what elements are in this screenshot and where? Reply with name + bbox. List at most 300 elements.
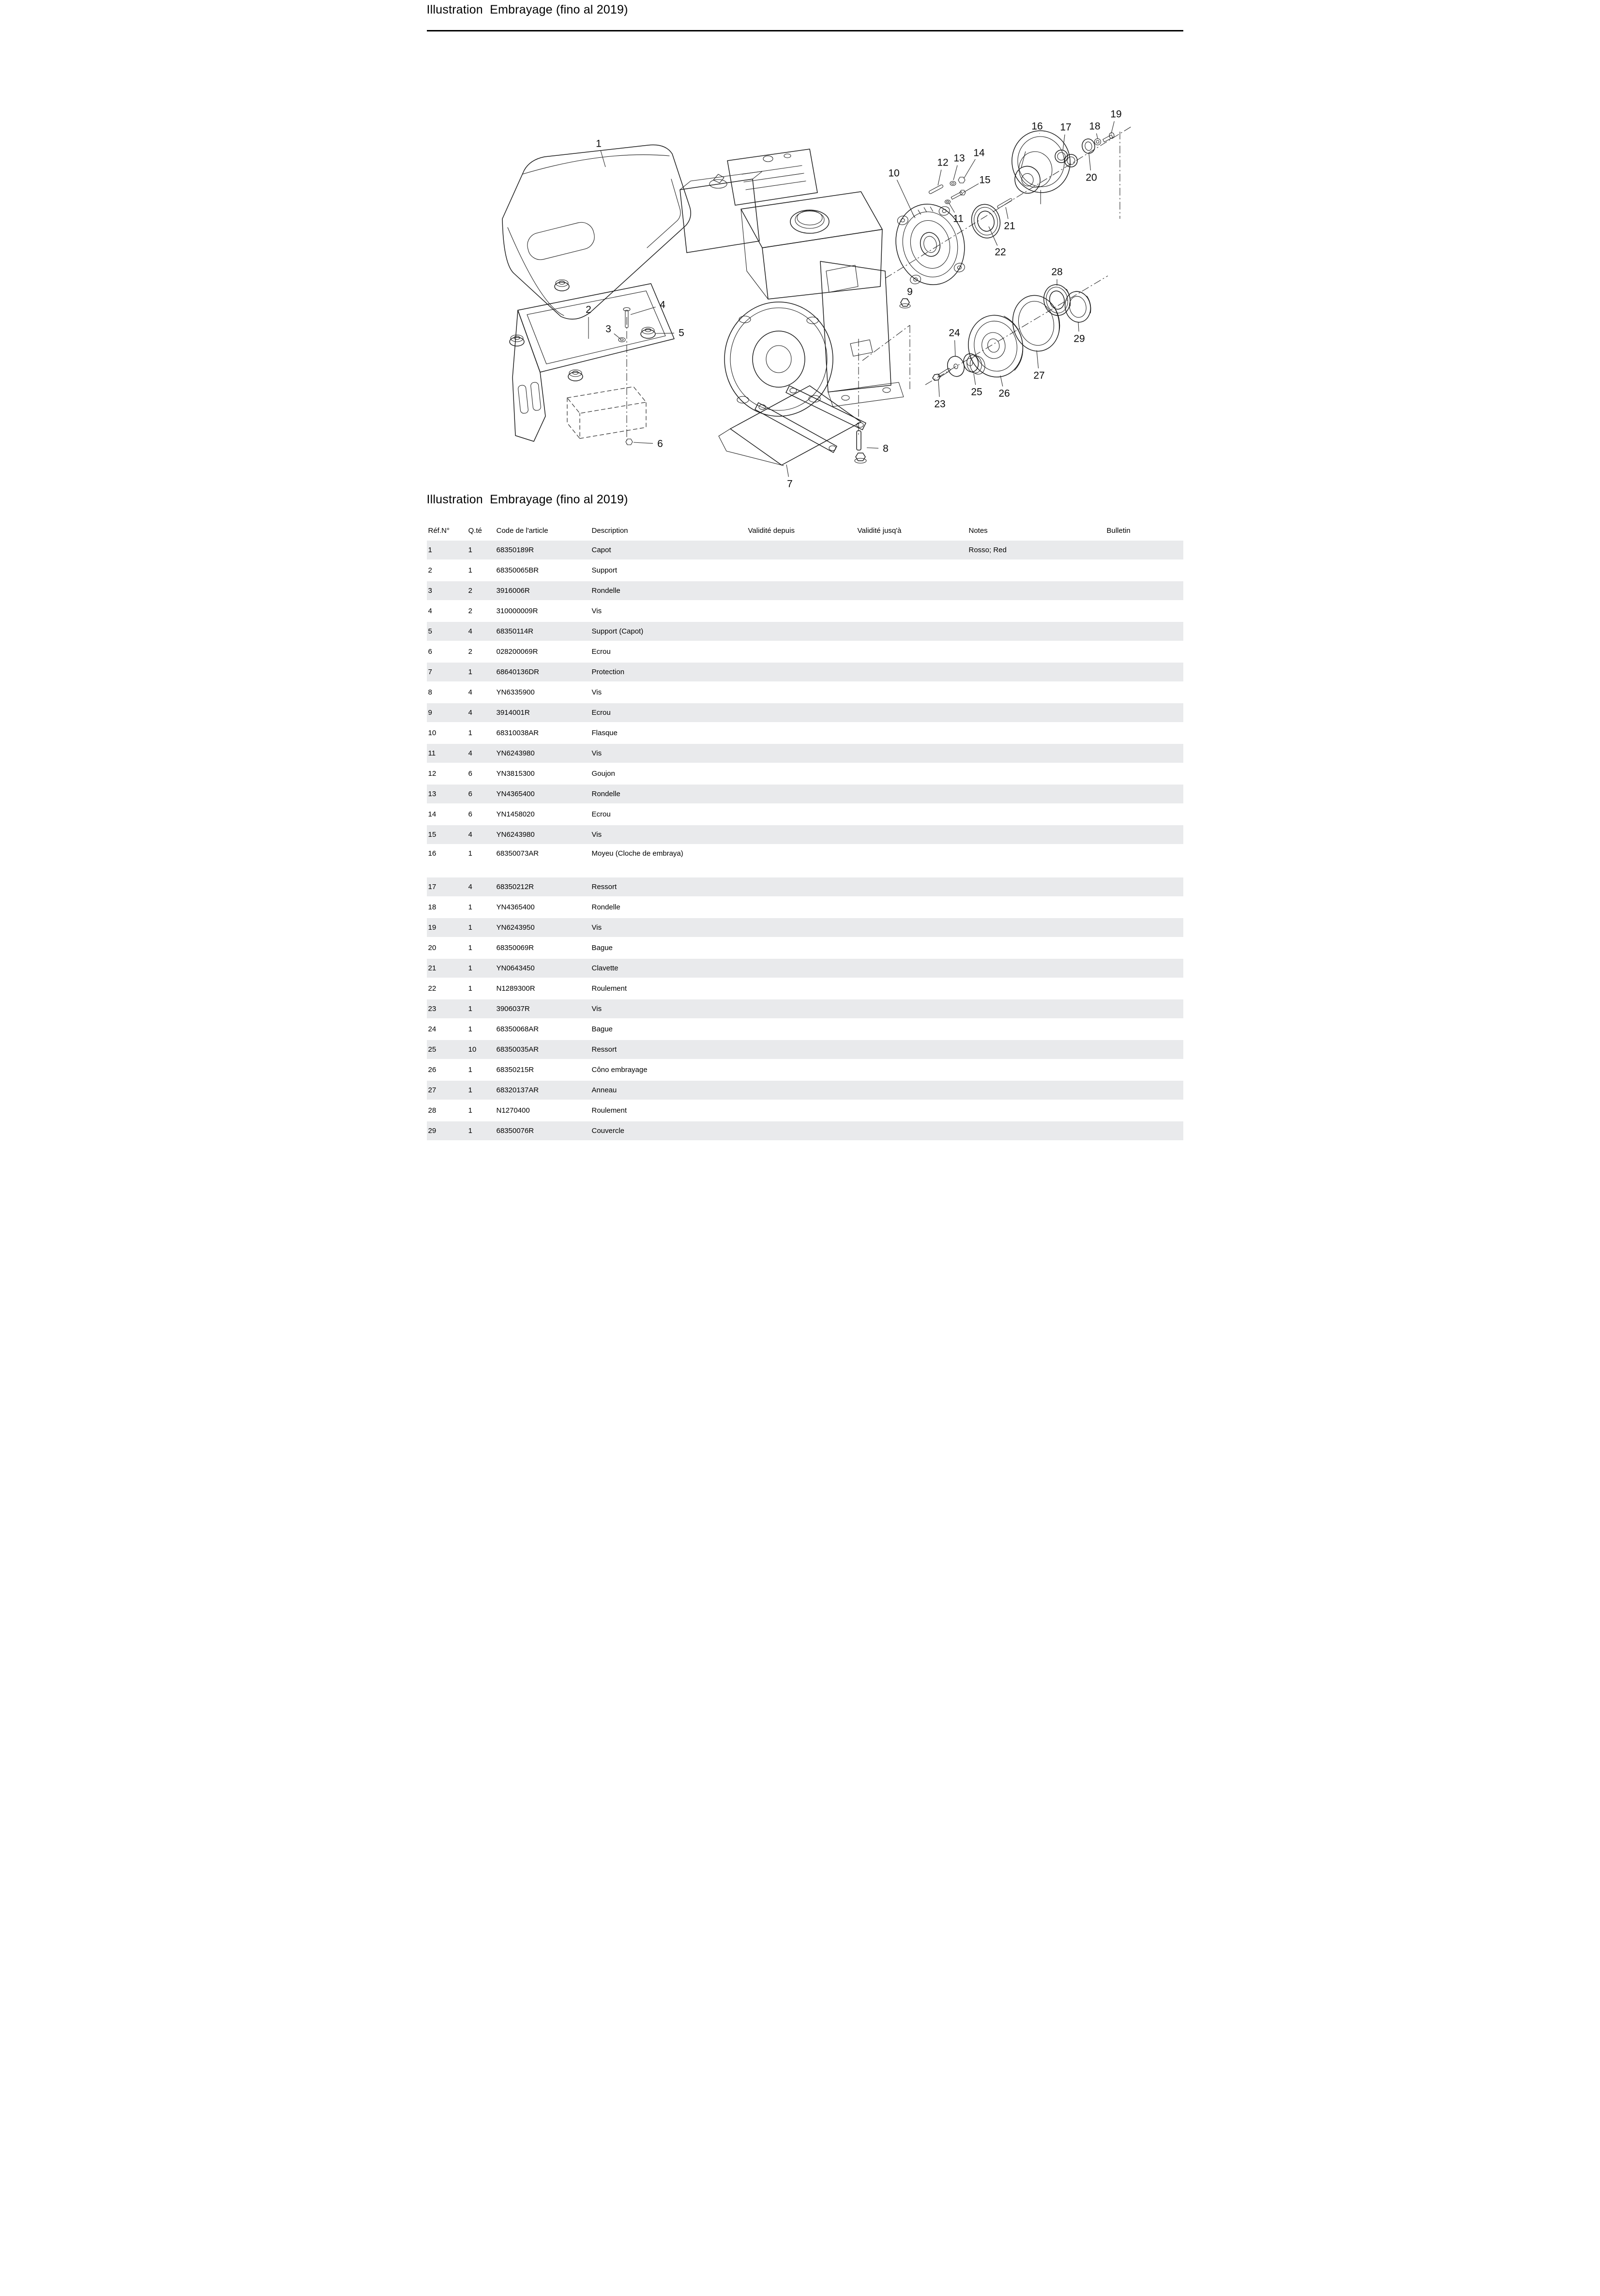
- cell-bulletin: [1105, 825, 1183, 845]
- cell-ref: 3: [427, 581, 467, 601]
- cell-code: 3906037R: [495, 999, 590, 1019]
- cell-ref: 4: [427, 601, 467, 621]
- callout-leader-20: [1089, 154, 1090, 170]
- cell-bulletin: [1105, 662, 1183, 682]
- cell-from: [747, 540, 856, 560]
- cell-to: [856, 1040, 967, 1060]
- callout-22: 22: [994, 246, 1006, 258]
- table-row: [427, 1101, 1183, 1121]
- table-row: [427, 540, 1183, 560]
- cell-qty: 1: [467, 540, 495, 560]
- table-row: [427, 958, 1183, 979]
- cell-code: YN6335900: [495, 682, 590, 703]
- callout-leader-4: [631, 307, 656, 315]
- table-row: [427, 979, 1183, 999]
- cell-to: [856, 784, 967, 804]
- cell-desc: Ressort: [590, 1040, 747, 1060]
- rubber-mount: [641, 327, 655, 338]
- callout-28: 28: [1051, 266, 1063, 278]
- cell-bulletin: [1105, 703, 1183, 723]
- cell-code: YN6243980: [495, 825, 590, 845]
- callout-leader-14: [964, 159, 975, 178]
- col-header-valid-to: Validité jusq'à: [857, 527, 902, 535]
- title-rule: [427, 30, 1183, 31]
- callout-leader-13: [953, 165, 957, 180]
- cell-qty: 6: [467, 764, 495, 784]
- cell-ref: 6: [427, 642, 467, 662]
- cell-notes: [967, 938, 1105, 958]
- cell-qty: 4: [467, 621, 495, 642]
- cell-ref: 14: [427, 804, 467, 825]
- cell-notes: [967, 958, 1105, 979]
- cell-from: [747, 1101, 856, 1121]
- cell-bulletin: [1105, 958, 1183, 979]
- cell-to: [856, 723, 967, 743]
- callout-2: 2: [585, 304, 591, 316]
- cell-from: [747, 979, 856, 999]
- cell-desc: Couvercle: [590, 1121, 747, 1141]
- cell-to: [856, 581, 967, 601]
- battery-dashed: [567, 387, 646, 438]
- clavette-21: [997, 198, 1012, 208]
- cell-from: [747, 1019, 856, 1040]
- axis-lines: [627, 127, 1131, 444]
- callout-leader-10: [897, 180, 914, 217]
- cell-from: [747, 1080, 856, 1101]
- cell-code: 68350076R: [495, 1121, 590, 1141]
- cell-notes: [967, 897, 1105, 918]
- col-header-code: Code de l'article: [496, 527, 548, 535]
- support-part: [510, 280, 674, 441]
- rondelle-13: [950, 181, 956, 186]
- cell-ref: 27: [427, 1080, 467, 1101]
- cell-ref: 17: [427, 877, 467, 897]
- cell-to: [856, 825, 967, 845]
- cell-code: 68310038AR: [495, 723, 590, 743]
- cell-to: [856, 764, 967, 784]
- cell-from: [747, 999, 856, 1019]
- cell-bulletin: [1105, 642, 1183, 662]
- callout-leader-24: [954, 340, 955, 357]
- cell-desc: Vis: [590, 743, 747, 764]
- cell-qty: 1: [467, 958, 495, 979]
- cell-to: [856, 621, 967, 642]
- cell-qty: 1: [467, 1101, 495, 1121]
- cell-to: [856, 662, 967, 682]
- cell-desc: Côno embrayage: [590, 1060, 747, 1080]
- cell-bulletin: [1105, 560, 1183, 581]
- cell-code: 028200069R: [495, 642, 590, 662]
- cell-bulletin: [1105, 845, 1183, 877]
- cell-to: [856, 877, 967, 897]
- cell-notes: [967, 1040, 1105, 1060]
- cell-bulletin: [1105, 1080, 1183, 1101]
- nut-9: [900, 299, 910, 308]
- cell-ref: 20: [427, 938, 467, 958]
- cell-from: [747, 877, 856, 897]
- engine-part: [680, 149, 904, 416]
- cell-qty: 1: [467, 897, 495, 918]
- table-row: [427, 723, 1183, 743]
- springs-17: [1055, 150, 1077, 167]
- cell-ref: 25: [427, 1040, 467, 1060]
- page-title: Illustration Embrayage (fino al 2019): [426, 3, 628, 16]
- cell-from: [747, 601, 856, 621]
- cell-to: [856, 1060, 967, 1080]
- callout-layer: [586, 109, 1122, 490]
- cell-desc: Capot: [590, 540, 747, 560]
- cell-notes: [967, 979, 1105, 999]
- exploded-diagram: [400, 34, 1200, 523]
- callout-8: 8: [882, 443, 889, 454]
- cell-desc: Goujon: [590, 764, 747, 784]
- cell-to: [856, 1019, 967, 1040]
- cell-from: [747, 764, 856, 784]
- callout-23: 23: [934, 398, 946, 410]
- cell-bulletin: [1105, 918, 1183, 938]
- callout-27: 27: [1033, 370, 1045, 381]
- cell-bulletin: [1105, 784, 1183, 804]
- table-row: [427, 682, 1183, 703]
- cell-to: [856, 743, 967, 764]
- cell-bulletin: [1105, 1101, 1183, 1121]
- cell-code: 3914001R: [495, 703, 590, 723]
- cell-desc: Roulement: [590, 1101, 747, 1121]
- cell-qty: 10: [467, 1040, 495, 1060]
- cell-desc: Vis: [590, 918, 747, 938]
- cell-bulletin: [1105, 979, 1183, 999]
- cell-desc: Support (Capot): [590, 621, 747, 642]
- cell-desc: Ecrou: [590, 703, 747, 723]
- col-header-ref: Réf.N°: [428, 527, 450, 535]
- callout-10: 10: [888, 167, 900, 179]
- callout-leader-21: [1006, 207, 1008, 219]
- cell-from: [747, 682, 856, 703]
- rondelle-11: [945, 200, 950, 204]
- cell-from: [747, 897, 856, 918]
- cell-notes: [967, 918, 1105, 938]
- callout-18: 18: [1088, 121, 1101, 132]
- table-row: [427, 1080, 1183, 1101]
- cell-from: [747, 918, 856, 938]
- table-row: [427, 999, 1183, 1019]
- cell-desc: Support: [590, 560, 747, 581]
- bague-20: [1081, 138, 1096, 155]
- callout-leader-27: [1037, 350, 1039, 368]
- cell-desc: Ressort: [590, 877, 747, 897]
- cell-ref: 13: [427, 784, 467, 804]
- cell-to: [856, 958, 967, 979]
- table-title: Illustration Embrayage (fino al 2019): [426, 493, 628, 506]
- cell-code: 68350068AR: [495, 1019, 590, 1040]
- parts-table-body: [427, 540, 1183, 1141]
- goujon-12: [928, 184, 943, 194]
- cell-from: [747, 845, 856, 877]
- rubber-mount: [510, 335, 524, 346]
- cell-bulletin: [1105, 1121, 1183, 1141]
- cell-notes: [967, 703, 1105, 723]
- callout-5: 5: [678, 327, 684, 339]
- cell-desc: Ecrou: [590, 804, 747, 825]
- cell-from: [747, 560, 856, 581]
- cell-qty: 2: [467, 581, 495, 601]
- cell-notes: [967, 825, 1105, 845]
- cell-notes: [967, 764, 1105, 784]
- cell-desc: Roulement: [590, 979, 747, 999]
- cell-bulletin: [1105, 877, 1183, 897]
- cell-to: [856, 703, 967, 723]
- cell-to: [856, 682, 967, 703]
- cell-code: 68640136DR: [495, 662, 590, 682]
- col-header-description: Description: [591, 527, 628, 535]
- col-header-qty: Q.té: [468, 527, 482, 535]
- table-row: [427, 1040, 1183, 1060]
- cell-ref: 18: [427, 897, 467, 918]
- bolt-8: [855, 431, 866, 463]
- table-row: [427, 784, 1183, 804]
- cell-code: 68350065BR: [495, 560, 590, 581]
- cell-notes: [967, 1019, 1105, 1040]
- callout-leader-7: [786, 465, 788, 477]
- cell-desc: Bague: [590, 1019, 747, 1040]
- table-row: [427, 918, 1183, 938]
- col-header-bulletin: Bulletin: [1106, 527, 1131, 535]
- cell-qty: 1: [467, 1060, 495, 1080]
- table-row: [427, 621, 1183, 642]
- cell-desc: Anneau: [590, 1080, 747, 1101]
- callout-13: 13: [953, 152, 965, 164]
- cell-code: 68350215R: [495, 1060, 590, 1080]
- cell-code: 68350073AR: [495, 845, 590, 877]
- cell-bulletin: [1105, 743, 1183, 764]
- cell-ref: 12: [427, 764, 467, 784]
- callout-leader-15: [963, 184, 979, 193]
- callout-leader-11: [949, 203, 954, 212]
- cell-to: [856, 560, 967, 581]
- callout-17: 17: [1059, 121, 1072, 133]
- cell-desc: Vis: [590, 999, 747, 1019]
- cell-bulletin: [1105, 540, 1183, 560]
- cell-ref: 16: [427, 845, 467, 877]
- cell-code: 68320137AR: [495, 1080, 590, 1101]
- cell-qty: 1: [467, 938, 495, 958]
- callout-7: 7: [786, 478, 793, 490]
- capot-part: [502, 145, 691, 319]
- cell-qty: 6: [467, 804, 495, 825]
- anneau-27: [1007, 291, 1064, 355]
- cell-to: [856, 918, 967, 938]
- cell-bulletin: [1105, 938, 1183, 958]
- cell-from: [747, 784, 856, 804]
- cell-bulletin: [1105, 682, 1183, 703]
- callout-20: 20: [1085, 172, 1097, 183]
- table-row: [427, 1060, 1183, 1080]
- cell-desc: Rondelle: [590, 581, 747, 601]
- cell-ref: 19: [427, 918, 467, 938]
- table-row: [427, 825, 1183, 845]
- callout-19: 19: [1110, 108, 1122, 120]
- cell-desc: Vis: [590, 601, 747, 621]
- cell-from: [747, 825, 856, 845]
- cell-bulletin: [1105, 601, 1183, 621]
- table-row: [427, 581, 1183, 601]
- callout-15: 15: [979, 174, 991, 186]
- cell-from: [747, 804, 856, 825]
- cell-qty: 4: [467, 703, 495, 723]
- ecrou-6: [626, 439, 633, 445]
- cell-ref: 28: [427, 1101, 467, 1121]
- cell-ref: 24: [427, 1019, 467, 1040]
- cell-to: [856, 1080, 967, 1101]
- cell-from: [747, 621, 856, 642]
- cell-qty: 1: [467, 979, 495, 999]
- cell-bulletin: [1105, 999, 1183, 1019]
- parts-catalog-page: [400, 0, 1200, 1148]
- cell-from: [747, 1060, 856, 1080]
- cell-from: [747, 938, 856, 958]
- cell-code: 68350189R: [495, 540, 590, 560]
- cell-notes: [967, 1121, 1105, 1141]
- callout-leader-17: [1063, 135, 1065, 151]
- col-header-notes: Notes: [968, 527, 988, 535]
- cell-notes: [967, 877, 1105, 897]
- cell-from: [747, 743, 856, 764]
- cell-ref: 10: [427, 723, 467, 743]
- callout-3: 3: [605, 323, 611, 335]
- cell-desc: Rondelle: [590, 897, 747, 918]
- cell-code: 68350114R: [495, 621, 590, 642]
- callout-24: 24: [948, 327, 960, 339]
- table-row: [427, 1019, 1183, 1040]
- cell-notes: [967, 723, 1105, 743]
- cell-ref: 29: [427, 1121, 467, 1141]
- cell-to: [856, 642, 967, 662]
- callout-4: 4: [659, 299, 665, 311]
- callout-leader-18: [1096, 134, 1097, 138]
- cell-code: YN0643450: [495, 958, 590, 979]
- table-row: [427, 662, 1183, 682]
- cell-bulletin: [1105, 1060, 1183, 1080]
- table-row: [427, 804, 1183, 825]
- cell-qty: 1: [467, 999, 495, 1019]
- table-row: [427, 601, 1183, 621]
- table-row: [427, 764, 1183, 784]
- rondelle-18: [1094, 139, 1101, 145]
- cell-from: [747, 1121, 856, 1141]
- callout-12: 12: [936, 157, 949, 168]
- cell-notes: [967, 601, 1105, 621]
- table-row: [427, 642, 1183, 662]
- cell-ref: 5: [427, 621, 467, 642]
- cell-qty: 4: [467, 825, 495, 845]
- cell-notes: [967, 642, 1105, 662]
- cell-qty: 6: [467, 784, 495, 804]
- cell-bulletin: [1105, 764, 1183, 784]
- cell-code: YN3815300: [495, 764, 590, 784]
- col-header-valid-from: Validité depuis: [748, 527, 795, 535]
- cell-notes: [967, 999, 1105, 1019]
- vis-15: [951, 192, 963, 199]
- cell-qty: 1: [467, 1080, 495, 1101]
- vis-19: [1102, 133, 1114, 142]
- cell-notes: [967, 1060, 1105, 1080]
- cell-notes: [967, 784, 1105, 804]
- cell-notes: [967, 621, 1105, 642]
- rubber-mount: [555, 280, 569, 291]
- cell-notes: [967, 845, 1105, 877]
- flasque-part: [887, 197, 972, 292]
- callout-leader-3: [614, 333, 620, 339]
- roulement-22: [968, 201, 1003, 241]
- cell-bulletin: [1105, 723, 1183, 743]
- cell-code: YN4365400: [495, 784, 590, 804]
- cell-to: [856, 845, 967, 877]
- cell-to: [856, 804, 967, 825]
- callout-leader-29: [1078, 322, 1079, 332]
- cell-to: [856, 1121, 967, 1141]
- cell-notes: [967, 581, 1105, 601]
- callout-leader-26: [1000, 376, 1003, 386]
- callout-21: 21: [1003, 220, 1015, 232]
- callout-leader-23: [938, 380, 939, 397]
- cell-to: [856, 938, 967, 958]
- callout-26: 26: [998, 388, 1010, 399]
- cell-code: YN6243980: [495, 743, 590, 764]
- cell-notes: [967, 662, 1105, 682]
- cell-from: [747, 662, 856, 682]
- cell-from: [747, 723, 856, 743]
- cell-qty: 1: [467, 845, 495, 877]
- cell-desc: Vis: [590, 825, 747, 845]
- cell-code: YN6243950: [495, 918, 590, 938]
- callout-leader-12: [938, 170, 941, 185]
- callout-11: 11: [952, 213, 964, 225]
- parts-table: [427, 527, 1183, 1142]
- cell-to: [856, 540, 967, 560]
- table-row: [427, 1121, 1183, 1141]
- cell-qty: 1: [467, 1019, 495, 1040]
- callout-6: 6: [657, 438, 663, 450]
- cell-from: [747, 581, 856, 601]
- callout-29: 29: [1073, 333, 1085, 345]
- cell-bulletin: [1105, 804, 1183, 825]
- callout-9: 9: [906, 286, 913, 298]
- cell-qty: 1: [467, 918, 495, 938]
- cell-code: 310000009R: [495, 601, 590, 621]
- cell-desc: Protection: [590, 662, 747, 682]
- cell-ref: 1: [427, 540, 467, 560]
- cell-code: 68350069R: [495, 938, 590, 958]
- cell-qty: 4: [467, 877, 495, 897]
- cone-26: [963, 311, 1027, 381]
- cell-qty: 4: [467, 682, 495, 703]
- table-row: [427, 938, 1183, 958]
- cell-ref: 22: [427, 979, 467, 999]
- callout-leader-6: [634, 442, 653, 443]
- cell-ref: 26: [427, 1060, 467, 1080]
- cell-qty: 1: [467, 723, 495, 743]
- fasteners-12-15: [928, 177, 966, 204]
- cell-to: [856, 979, 967, 999]
- cell-ref: 8: [427, 682, 467, 703]
- cell-bulletin: [1105, 897, 1183, 918]
- table-row: [427, 897, 1183, 918]
- cell-ref: 21: [427, 958, 467, 979]
- cell-from: [747, 1040, 856, 1060]
- cell-ref: 15: [427, 825, 467, 845]
- cell-from: [747, 703, 856, 723]
- cell-to: [856, 897, 967, 918]
